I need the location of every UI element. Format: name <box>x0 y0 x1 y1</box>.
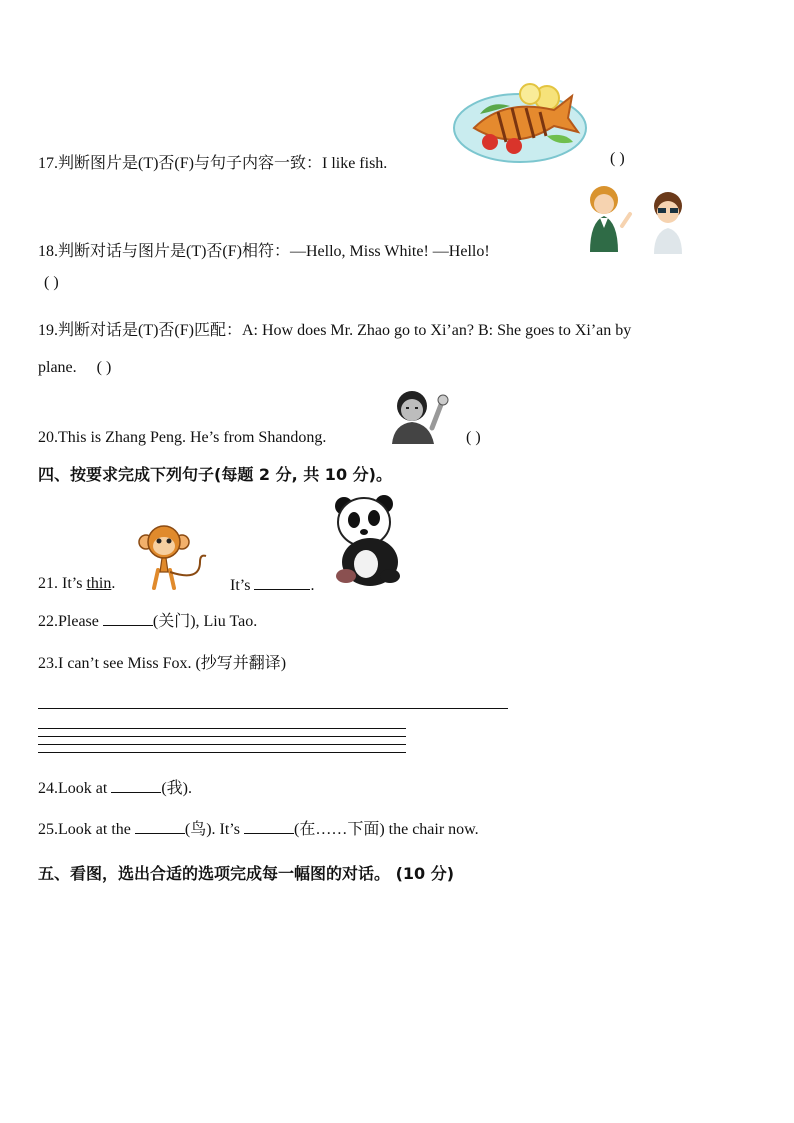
monkey-picture <box>136 524 210 590</box>
question-18: 18.判断对话与图片是(T)否(F)相符：—Hello, Miss White! —Hello! <box>38 243 490 260</box>
question-17-text: 17.判断图片是(T)否(F)与句子内容一致：I like fish. <box>38 155 388 172</box>
question-17 <box>38 150 387 173</box>
question-21 <box>38 575 115 593</box>
question-21-part-2-text: It’s <box>230 577 255 594</box>
question-20-answer-paren: ( ) <box>466 429 481 446</box>
question-23: 23.I can’t see Miss Fox. (抄写并翻译) <box>38 655 287 672</box>
question-24-answer-blank[interactable] <box>111 778 161 793</box>
question-25-hint-2: (在……下面) the chair now. <box>293 821 479 838</box>
question-19-answer-paren: ( ) <box>96 359 112 376</box>
question-22-answer-blank[interactable] <box>103 611 153 626</box>
question-19-line-1: 19.判断对话是(T)否(F)匹配：A: How does Mr. Zhao go to Xi’an? B: She goes to Xi’an by <box>38 322 632 339</box>
question-22-hint: (关门), Liu Tao. <box>152 613 258 630</box>
waving-boy-picture <box>388 388 454 444</box>
section-4-heading: 四、按要求完成下列句子(每题 2 分, 共 10 分)。 <box>38 465 392 484</box>
question-24 <box>38 775 192 798</box>
question-25-answer-blank-1[interactable] <box>135 819 185 834</box>
answer-line-3[interactable] <box>38 736 406 737</box>
question-18-answer-paren: ( ) <box>44 274 59 291</box>
answer-line-1[interactable] <box>38 708 508 709</box>
question-21-part-2 <box>230 575 314 595</box>
question-21-answer-blank[interactable] <box>254 575 310 590</box>
question-17-answer-paren: ( ) <box>610 150 625 167</box>
answer-line-2[interactable] <box>38 728 406 729</box>
teacher-and-boy-picture <box>582 182 696 256</box>
question-19-line-2 <box>38 359 111 377</box>
question-22-prefix: 22.Please <box>38 613 103 630</box>
section-5-heading: 五、看图，选出合适的选项完成每一幅图的对话。 (10 分) <box>38 864 455 883</box>
question-22 <box>38 608 257 631</box>
answer-line-5[interactable] <box>38 752 406 753</box>
question-21-underlined-word: thin <box>86 575 112 592</box>
question-20: 20.This is Zhang Peng. He’s from Shandong. <box>38 429 327 446</box>
question-24-hint: (我). <box>161 780 192 797</box>
panda-picture <box>330 492 408 588</box>
question-21-prefix: 21. It’s <box>38 575 87 592</box>
question-25-prefix: 25.Look at the <box>38 821 135 838</box>
question-24-prefix: 24.Look at <box>38 780 112 797</box>
question-25-hint-1: (鸟). It’s <box>184 821 244 838</box>
answer-line-4[interactable] <box>38 744 406 745</box>
question-21-end: . <box>310 577 315 594</box>
question-21-suffix: . <box>111 575 116 592</box>
question-19-word: plane. <box>38 359 77 376</box>
fish-plate-picture <box>452 84 602 164</box>
question-25-answer-blank-2[interactable] <box>244 819 294 834</box>
question-25 <box>38 816 479 839</box>
